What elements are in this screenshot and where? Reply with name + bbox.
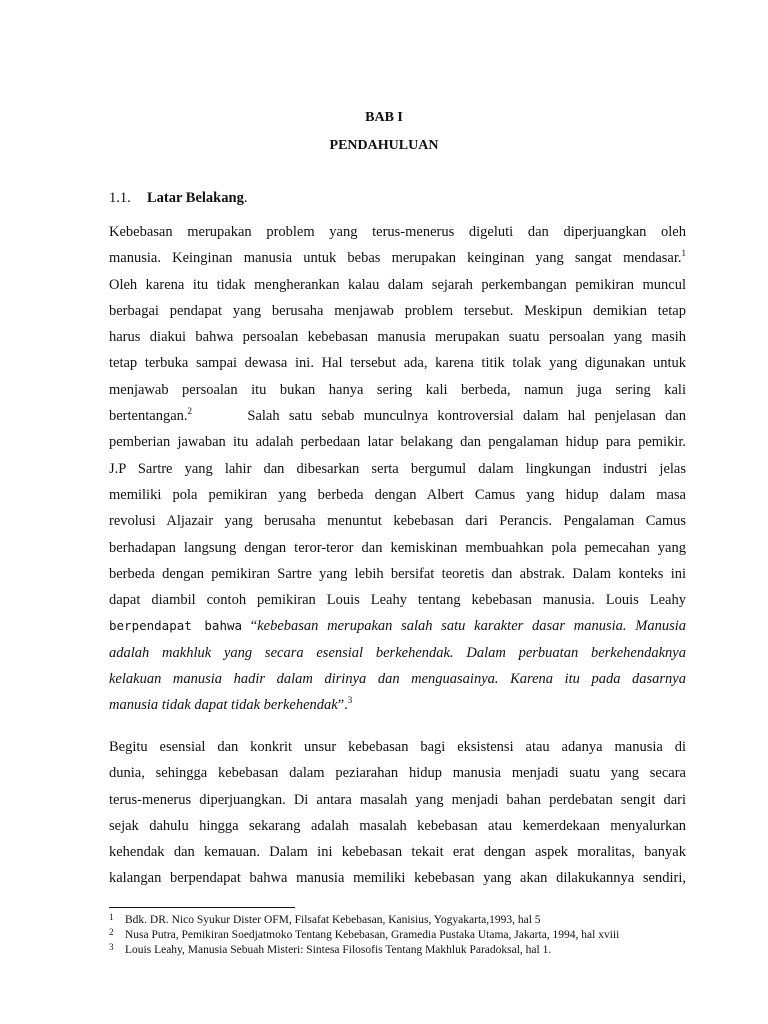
chapter-title: PENDAHULUAN [329, 138, 439, 153]
text-line: pemberian jawaban itu adalah perbedaan latar belakang dan pengalaman hidup para pemikir. [109, 434, 686, 451]
footnote-2 [109, 928, 686, 943]
text-line: tetap terbuka sampai dewasa ini. Hal tersebut ada, karena titik tolak yang digunakan untuk [109, 355, 686, 372]
chapter-number: BAB I [365, 110, 403, 125]
footnote-divider [109, 907, 295, 908]
footnotes [109, 913, 686, 958]
paragraph-2 [109, 734, 686, 892]
text-line: menjawab persoalan itu bukan hanya sering kali berbeda, namun juga sering kali [109, 381, 686, 398]
footnote-1 [109, 913, 686, 928]
footnote-text: Bdk. DR. Nico Syukur Dister OFM, Filsafat Kebebasan, Kanisius, Yogyakarta,1993, hal 5 [125, 914, 541, 926]
text-line: bertentangan.$^2$ Salah satu sebab munculnya kontroversial dalam hal penjelasan dan [109, 406, 687, 425]
quote-text: kebebasan merupakan salah satu karakter dasar manusia. Manusia [257, 618, 687, 635]
text-line: manusia tidak dapat tidak berkehendak”.$^3$ [109, 695, 353, 714]
footnote-ref-2[interactable]: 2 [187, 406, 193, 417]
footnote-mark: 1 [109, 912, 114, 922]
text-line: sejak dahulu hingga sekarang adalah masalah kebebasan atau kemerdekaan menyalurkan [109, 817, 686, 834]
text-line: Kebebasan merupakan problem yang terus-menerus digeluti dan diperjuangkan oleh [109, 224, 686, 240]
text-line: memiliki pola pemikiran yang berbeda dengan Albert Camus yang hidup dalam masa [109, 486, 686, 503]
text-line: dapat diambil contoh pemikiran Louis Leahy tentang kebebasan manusia. Louis Leahy [109, 592, 686, 609]
text-line: berpendapat bahwa “kebebasan merupakan salah satu karakter dasar manusia. Manusia [109, 618, 687, 635]
text-line: berbagai pendapat yang berusaha menjawab problem tersebut. Meskipun demikian tetap [109, 302, 686, 319]
text-line: Oleh karena itu tidak mengherankan kalau dalam sejarah perkembangan pemikiran muncul [109, 276, 686, 293]
section-title: Latar Belakang [147, 190, 244, 206]
footnote-mark: 3 [109, 942, 114, 952]
text-line: harus diakui bahwa persoalan kebebasan manusia merupakan suatu persoalan yang masih [109, 329, 686, 346]
text-line: kehendak dan kemauan. Dalam ini kebebasan tekait erat dengan aspek moralitas, banyak [109, 844, 686, 861]
footnote-text: Louis Leahy, Manusia Sebuah Misteri: Sintesa Filosofis Tentang Makhluk Paradoksal, hal 1. [125, 944, 552, 956]
footnote-text: Nusa Putra, Pemikiran Soedjatmoko Tentang Kebebasan, Gramedia Pustaka Utama, Jakarta, 1994, hal xviii [125, 929, 620, 941]
text-line: revolusi Aljazair yang berusaha menuntut kebebasan dari Perancis. Pengalaman Camus [109, 513, 686, 530]
text-line: J.P Sartre yang lahir dan dibesarkan serta bergumul dalam lingkungan industri jelas [109, 460, 686, 477]
text-line: terus-menerus diperjuangkan. Di antara masalah yang menjadi bahan perdebatan sengit dari [109, 791, 686, 808]
text-line: manusia. Keinginan manusia untuk bebas merupakan keinginan yang sangat mendasar.$^1$ [109, 248, 686, 267]
text-line: berhadapan langsung dengan teror-teror dan kemiskinan membuahkan pola pemecahan yang [109, 539, 686, 556]
text-line: berbeda dengan pemikiran Sartre yang lebih bersifat teoretis dan abstrak. Dalam konteks ini [109, 565, 686, 582]
footnote-ref-3[interactable]: 3 [347, 695, 353, 706]
text-line: kalangan berpendapat bahwa manusia memiliki kebebasan yang akan dilakukannya sendiri, [109, 870, 686, 887]
quote-line: adalah makhluk yang secara esensial berkehendak. Dalam perbuatan berkehendaknya [109, 644, 686, 661]
footnote-ref-1[interactable]: 1 [681, 248, 686, 259]
text-line: Begitu esensial dan konkrit unsur kebebasan bagi eksistensi atau adanya manusia di [109, 739, 686, 755]
section-heading [109, 189, 247, 207]
paragraph-1 [109, 219, 686, 719]
quote-line: kelakuan manusia hadir dalam dirinya dan menguasainya. Karena itu pada dasarnya [109, 671, 686, 688]
section-number: 1.1. [109, 190, 131, 206]
section-title-period: . [243, 190, 248, 206]
text-line: dunia, sehingga kebebasan dalam peziarahan hidup manusia menjadi suatu yang secara [109, 765, 686, 782]
footnote-mark: 2 [109, 927, 114, 937]
footnote-3 [109, 943, 686, 958]
